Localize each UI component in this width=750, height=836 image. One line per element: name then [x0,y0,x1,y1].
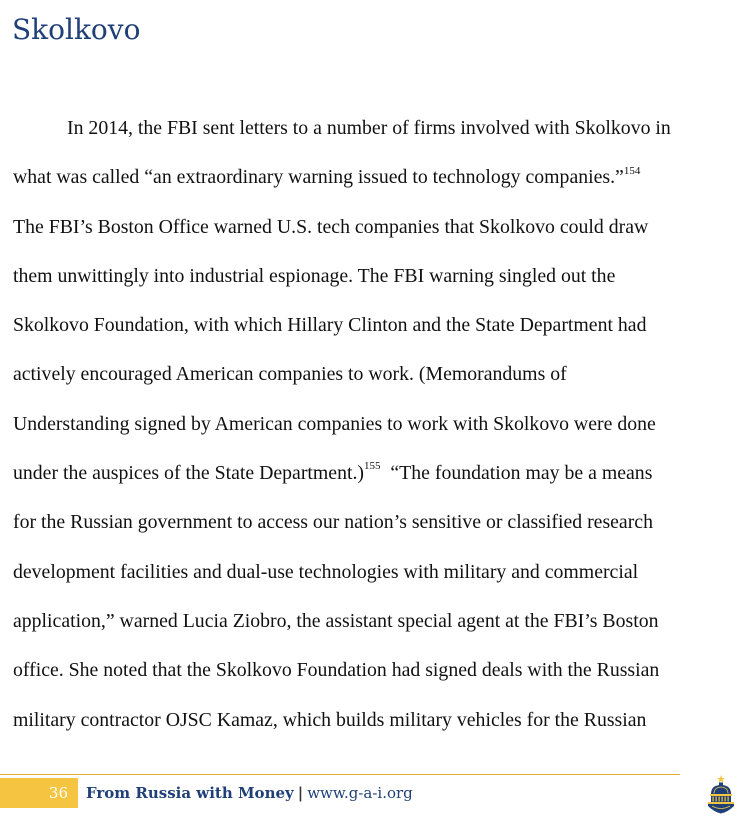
body-paragraph [13,104,737,745]
text-line-content: In 2014, the FBI sent letters to a number of firms involved with Skolkovo in [67,117,671,139]
text-line [13,696,737,745]
text-line-content: actively encouraged American companies to work. (Memorandums of [13,363,567,386]
footer-title [86,778,413,808]
footer-separator: | [297,784,304,802]
text-line-content: application,” warned Lucia Ziobro, the assistant special agent at the FBI’s Boston [13,609,659,632]
footnote-marker[interactable]: 154 [623,164,641,177]
text-line [13,203,737,252]
text-line [13,153,737,202]
text-line [13,646,737,695]
text-line [13,350,737,399]
footer-band [0,774,680,809]
footnote-marker[interactable]: 155 [364,460,381,473]
website-link[interactable]: www.g-a-i.org [307,784,413,802]
text-line-content: under the auspices of the State Department.) [13,462,364,485]
page-number: 36 [0,778,78,808]
text-line-content: for the Russian government to access our nation’s sensitive or classified research [13,511,653,534]
text-line [13,252,737,301]
text-line [13,597,737,646]
section-heading: Skolkovo [12,13,141,46]
text-line-content: office. She noted that the Skolkovo Foundation had signed deals with the Russian [13,659,660,682]
text-line-content: Understanding signed by American companies to work with Skolkovo were done [13,412,656,435]
text-line [13,301,737,350]
text-line [13,548,737,597]
text-line-content: what was called “an extraordinary warning issued to technology companies.” [13,166,624,189]
text-line-content: development facilities and dual-use technologies with military and commercial [13,560,639,583]
book-title: From Russia with Money [86,784,294,802]
text-line [13,498,737,547]
page-footer [0,774,750,812]
text-line-content: military contractor OJSC Kamaz, which builds military vehicles for the Russian [13,708,647,731]
text-line-continuation: “The foundation may be a means [390,462,653,485]
text-line-content: Skolkovo Foundation, with which Hillary Clinton and the State Department had [13,314,647,337]
text-line [13,104,737,153]
text-line [13,400,737,449]
text-line [13,449,737,498]
text-line-content: The FBI’s Boston Office warned U.S. tech companies that Skolkovo could draw [13,215,649,238]
text-line-content: them unwittingly into industrial espionage. The FBI warning singled out the [13,264,616,287]
capitol-dome-logo-icon [704,774,738,814]
